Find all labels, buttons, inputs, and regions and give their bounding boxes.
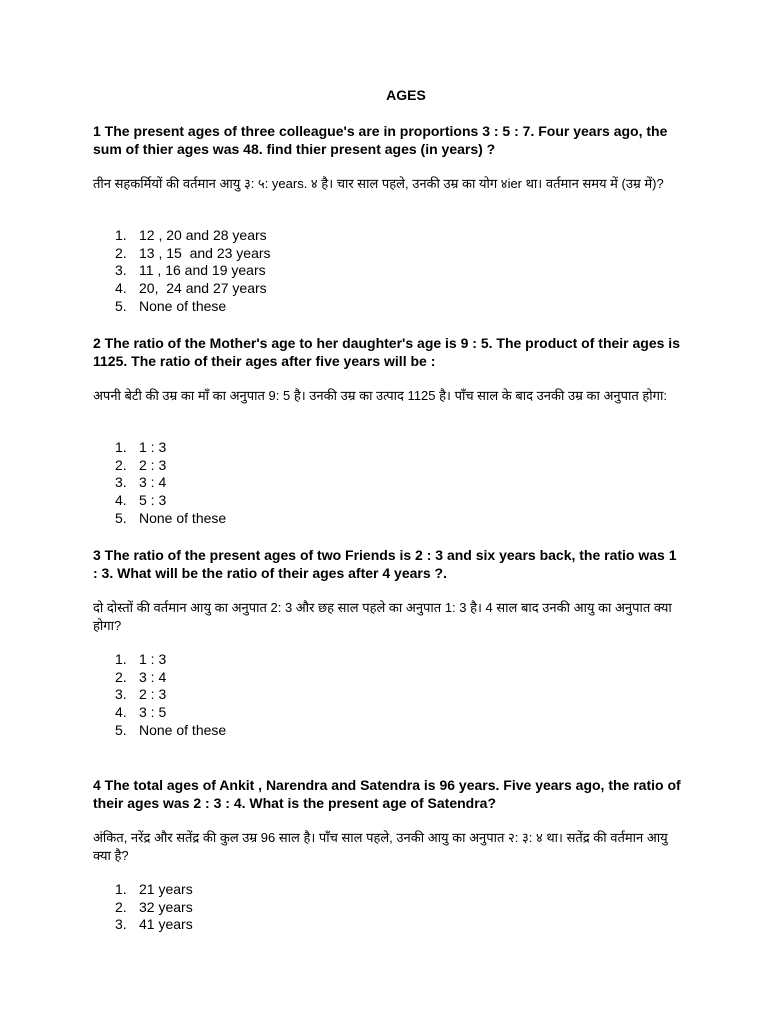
list-item: 4. 3 : 5 (115, 704, 167, 721)
question-1-options (93, 227, 271, 316)
list-item: 2. 32 years (115, 898, 193, 915)
question-3-hindi: दो दोस्तों की वर्तमान आयु का अनुपात 2: 3 और छह साल पहले का अनुपात 1: 3 है। 4 साल बाद उनकी आयु का अनुपात क्या होगा? (93, 600, 672, 633)
list-item: 5. None of these (115, 297, 227, 314)
list-item: 3. 11 , 16 and 19 years (115, 262, 266, 279)
list-item: 3. 41 years (115, 916, 193, 933)
question-1-text: 1 The present ages of three colleague's are in proportions 3 : 5 : 7. Four years ago, the sum of thier ages was 48. find thier present ages (in years) ? (93, 123, 668, 157)
question-2-options (93, 439, 226, 528)
question-3-options (93, 651, 226, 740)
list-item: 4. 20, 24 and 27 years (115, 280, 267, 297)
list-item: 5. None of these (115, 721, 227, 738)
list-item: 2. 13 , 15 and 23 years (115, 244, 271, 261)
question-3-text: 3 The ratio of the present ages of two Friends is 2 : 3 and six years back, the ratio was 1 : 3. What will be the ratio of their ages after 4 years ?. (93, 547, 677, 581)
question-2-text: 2 The ratio of the Mother's age to her daughter's age is 9 : 5. The product of their ages is 1125. The ratio of their ages after five years will be : (93, 335, 680, 369)
list-item: 2. 3 : 4 (115, 668, 167, 685)
list-item: 1. 1 : 3 (115, 439, 167, 455)
question-1-hindi: तीन सहकर्मियों की वर्तमान आयु ३: ५: years. ४ है। चार साल पहले, उनकी उम्र का योग ४ier था। वर्तमान समय में (उम्र में)? (93, 176, 664, 191)
list-item: 4. 5 : 3 (115, 492, 167, 509)
question-4-hindi: अंकित, नरेंद्र और सतेंद्र की कुल उम्र 96 साल है। पाँच साल पहले, उनकी आयु का अनुपात २: ३: ४ था। सतेंद्र की वर्तमान आयु क्या है? (93, 830, 668, 863)
question-4-text: 4 The total ages of Ankit , Narendra and Satendra is 96 years. Five years ago, the ratio of their ages was 2 : 3 : 4. What is the present age of Satendra? (93, 777, 681, 811)
list-item: 3. 3 : 4 (115, 474, 167, 491)
list-item: 5. None of these (115, 509, 227, 526)
list-item: 2. 2 : 3 (115, 456, 167, 473)
list-item: 3. 2 : 3 (115, 686, 167, 703)
question-4-options (93, 881, 193, 934)
list-item: 1. 12 , 20 and 28 years (115, 227, 267, 243)
page-title: AGES (386, 87, 426, 103)
question-2-hindi: अपनी बेटी की उम्र का माँ का अनुपात 9: 5 है। उनकी उम्र का उत्पाद 1125 है। पाँच साल के बाद उनकी उम्र का अनुपात होगा: (93, 388, 667, 403)
list-item: 1. 21 years (115, 881, 193, 897)
list-item: 1. 1 : 3 (115, 651, 167, 667)
